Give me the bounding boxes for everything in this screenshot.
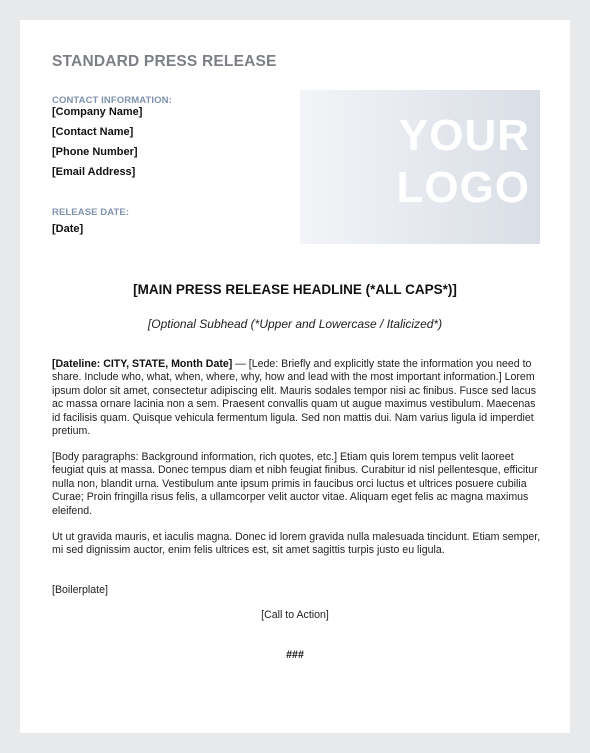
contact-info-label: CONTACT INFORMATION: [52, 95, 172, 106]
email-address: [Email Address] [52, 166, 136, 178]
logo-line-1: YOUR [398, 111, 530, 160]
closing-paragraph: Ut ut gravida mauris, et iaculis magna. Donec id lorem gravida nulla malesuada tincidunt. Etiam semper, mi sed dignissim auctor, enim felis ultrices est, sit amet sagittis turpis justo eu ligula. [52, 531, 541, 557]
release-date-label: RELEASE DATE: [52, 207, 130, 218]
document-title: STANDARD PRESS RELEASE [52, 53, 277, 70]
press-release-headline: [MAIN PRESS RELEASE HEADLINE (*ALL CAPS*)] [133, 282, 457, 297]
logo-placeholder [300, 90, 540, 244]
dateline: [Dateline: CITY, STATE, Month Date] [52, 358, 233, 370]
logo-text [396, 110, 530, 214]
boilerplate: [Boilerplate] [52, 584, 108, 596]
contact-name: [Contact Name] [52, 126, 134, 138]
company-name: [Company Name] [52, 106, 143, 118]
release-date: [Date] [52, 223, 84, 235]
lede-text: — [Lede: Briefly and explicitly state the information you need to share. Include who, what, when, where, why, how and lead with the most important information.] Lorem ipsum dolor sit amet, consectetur adipiscing elit. Mauris sodales tempor nisi ac finibus. Fusce sed lacus ac massa ornare lacinia non a sem. Praesent convallis quam ut augue maximus vestibulum. Maecenas id facilisis quam. Quisque vehicula fermentum ligula. Sed non mattis dui. Nam varius ligula id imperdiet pretium. [52, 358, 536, 438]
logo-line-2: LOGO [396, 163, 530, 212]
phone-number: [Phone Number] [52, 146, 138, 158]
lede-paragraph [52, 358, 542, 438]
body-paragraph: [Body paragraphs: Background information, rich quotes, etc.] Etiam quis lorem tempus velit laoreet feugiat quis at massa. Donec tempus diam et nibh feugiat finibus. Curabitur id nisl pellentesque, efficitur nulla non, blandit urna. Vestibulum ante ipsum primis in faucibus orci luctus et ultrices posuere cubilia Curae; Proin fringilla risus felis, a ullamcorper velit auctor vitae. Aliquam eget felis ac magna maximus eleifend. [52, 451, 538, 517]
press-release-subhead: [Optional Subhead (*Upper and Lowercase / Italicized*) [147, 317, 443, 331]
end-mark: ### [286, 649, 304, 661]
document-page [20, 20, 570, 733]
call-to-action: [Call to Action] [261, 609, 329, 621]
